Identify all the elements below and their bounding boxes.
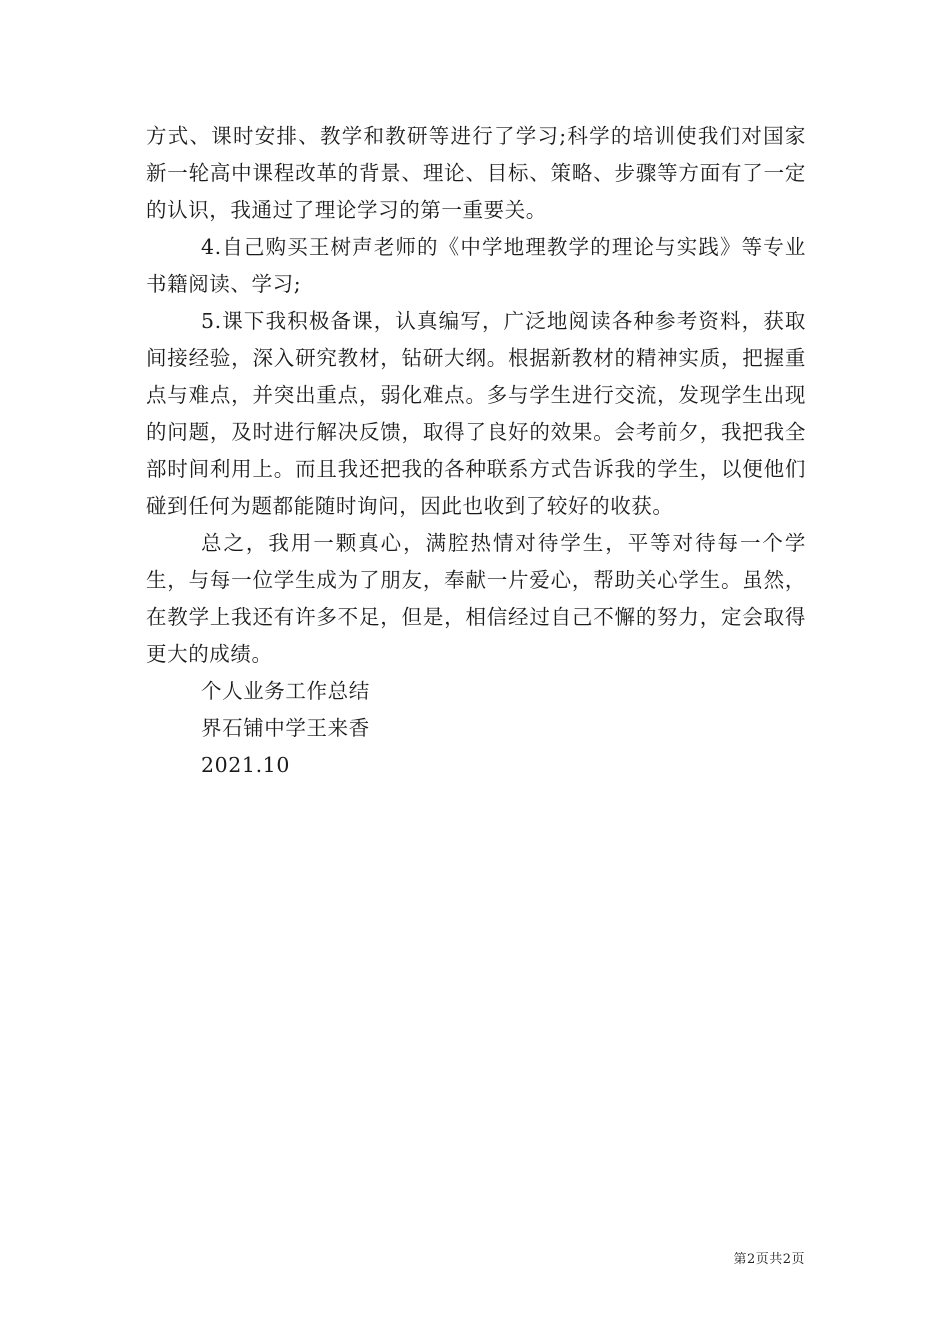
signoff-title: 个人业务工作总结 <box>201 679 370 703</box>
paragraph-conclusion: 总之，我用一颗真心，满腔热情对待学生，平等对待每一个学生，与每一位学生成为了朋友，奉献一片爱心，帮助关心学生。虽然，在教学上我还有许多不足，但是，相信经过自己不懈的努力，定会取得更大的成绩。 <box>146 531 806 666</box>
document-body <box>146 118 806 784</box>
paragraph-continuation: 方式、课时安排、教学和教研等进行了学习;科学的培训使我们对国家新一轮高中课程改革的背景、理论、目标、策略、步骤等方面有了一定的认识，我通过了理论学习的第一重要关。 <box>146 124 806 222</box>
signoff-date: 2021.10 <box>201 753 290 777</box>
signoff-author: 界石铺中学王来香 <box>201 716 370 740</box>
paragraph-item-4: 4.自己购买王树声老师的《中学地理教学的理论与实践》等专业书籍阅读、学习; <box>146 235 806 296</box>
page-number-footer: 第2页共2页 <box>733 1252 805 1267</box>
paragraph-item-5: 5.课下我积极备课，认真编写，广泛地阅读各种参考资料，获取间接经验，深入研究教材，钻研大纲。根据新教材的精神实质，把握重点与难点，并突出重点，弱化难点。多与学生进行交流，发现学生出现的问题，及时进行解决反馈，取得了良好的效果。会考前夕，我把我全部时间利用上。而且我还把我的各种联系方式告诉我的学生，以便他们碰到任何为题都能随时询问，因此也收到了较好的收获。 <box>146 309 806 518</box>
